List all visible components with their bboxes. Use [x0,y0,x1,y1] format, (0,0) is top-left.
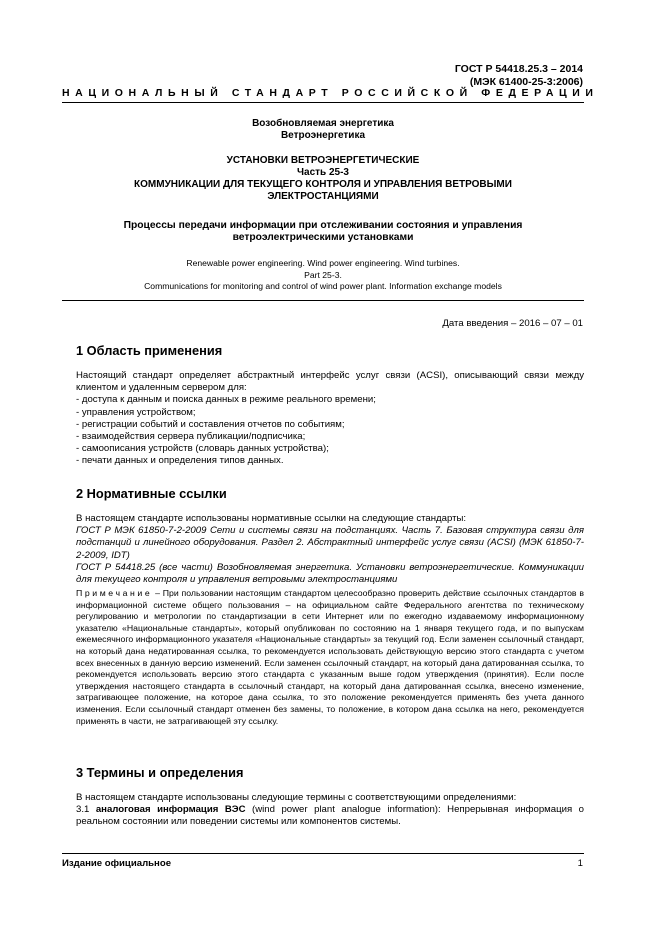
note-label: Примечание [76,588,153,598]
term-number: 3.1 [76,804,96,816]
section-2-note [76,588,584,727]
normative-reference-1: ГОСТ Р МЭК 61850-7-2-2009 Сети и системы связи на подстанциях. Часть 7. Базовая структура связи для подстанций и линейного оборудования. Раздел 2. Абстрактный интерфейс услуг связи (ACSI) (МЭК 61850-7-2-2009, IDT) [76,525,584,561]
section-1-body [76,370,584,468]
normative-reference-2: ГОСТ Р 54418.25 (все части) Возобновляемая энергетика. Установки ветроэнергетические. Коммуникации для текущего контроля и управления ветровыми электростанциями [76,561,584,586]
section-1-heading: 1 Область применения [76,343,223,358]
title-area [62,118,584,142]
iec-number: (МЭК 61400-25-3:2006) [469,76,583,88]
date-of-introduction: Дата введения – 2016 – 07 – 01 [442,318,583,329]
list-item: - печати данных и определения типов данных. [76,455,284,467]
section-2-intro [76,513,584,525]
title-subtitle [62,220,584,245]
term-name: аналоговая информация ВЭС [95,804,246,816]
title-main [62,155,584,203]
note-text: – При пользовании настоящим стандартом целесообразно проверить действие ссылочных стандартов в информационной системе общего пользования – на официальном сайте Федерального агентства по техническому регулированию и метрологии по стандартизации в сети Интернет или по ежегодно издаваемому информационному указателю «Национальные стандарты», который опубликован по состоянию на 1 января текущего года, и по выпускам ежемесячного информационного указателя «Национальные стандарты» за текущий год. Если заменен ссылочный стандарт, на который дана недатированная ссылка, то рекомендуется использовать действующую версию этого стандарта с учетом всех внесенных в данную версию изменений. Если заменен ссылочный стандарт, на который дана датированная ссылка, то рекомендуется использовать версию этого стандарта с указанным выше годом утверждения (принятия). Если после утверждения настоящего стандарта в ссылочный стандарт, на который дана датированная ссылка, внесено изменение, затрагивающее положение, на которое дана ссылка, то это положение рекомендуется применять без учета данного изменения. Если ссылочный стандарт отменен без замены, то положение, в котором дана ссылка на него, рекомендуется применять в части, не затрагивающей эту ссылку. [76,588,584,726]
section-2-body [76,513,584,586]
national-standard-banner: НАЦИОНАЛЬНЫЙ СТАНДАРТ РОССИЙСКОЙ ФЕДЕРАЦИИ [62,87,599,99]
header-divider [62,102,584,103]
term-definition-3-1 [76,804,584,828]
english-title [62,258,584,293]
list-item: - регистрации событий и составления отчетов по событиям; [76,418,345,430]
section-3-intro: В настоящем стандарте использованы следующие термины с соответствующими определениями: [76,792,517,803]
edition-label: Издание официальное [62,858,172,869]
gost-number: ГОСТ Р 54418.25.3 – 2014 [454,63,583,75]
title-line-2: Ветроэнергетика [280,130,366,141]
english-title-line-1: Renewable power engineering. Wind power engineering. Wind turbines. [186,258,460,268]
list-item: - самоописания устройств (словарь данных устройства); [76,443,329,455]
footer-divider [62,853,584,854]
term-definition: (wind power plant analogue information): Непрерывная информация о реальном состоянии или поведении системы или компонентов системы. [76,804,584,828]
section-3-heading: 3 Термины и определения [76,765,244,780]
header-standard-number [455,63,583,89]
title-line-4: Часть 25-3 [297,167,349,178]
title-line-5: КОММУНИКАЦИИ ДЛЯ ТЕКУЩЕГО КОНТРОЛЯ И УПРАВЛЕНИЯ ВЕТРОВЫМИ [134,179,512,190]
section-2-intro-text: В настоящем стандарте использованы нормативные ссылки на следующие стандарты: [76,513,467,524]
title-line-1: Возобновляемая энергетика [252,118,394,129]
page-number: 1 [577,858,583,869]
section-3-body [76,792,584,829]
list-item: - управления устройством; [76,406,196,418]
title-line-6: ЭЛЕКТРОСТАНЦИЯМИ [267,191,379,202]
english-title-line-2: Part 25-3. [304,269,342,280]
title-divider [62,300,584,301]
title-line-7: Процессы передачи информации при отслеживании состояния и управления [123,220,523,231]
title-line-8: ветроэлектрическими установками [232,232,414,244]
section-2-heading: 2 Нормативные ссылки [76,486,227,501]
section-1-intro [76,370,584,394]
list-item: - взаимодействия сервера публикации/подписчика; [76,431,306,443]
title-line-3: УСТАНОВКИ ВЕТРОЭНЕРГЕТИЧЕСКИЕ [226,155,420,166]
section-1-intro-text: Настоящий стандарт определяет абстрактный интерфейс услуг связи (ACSI), описывающий связи между клиентом и удаленным сервером для: [76,370,584,394]
english-title-line-3: Communications for monitoring and control of wind power plant. Information exchange models [144,281,502,291]
list-item: - доступа к данным и поиска данных в режиме реального времени; [76,394,376,406]
